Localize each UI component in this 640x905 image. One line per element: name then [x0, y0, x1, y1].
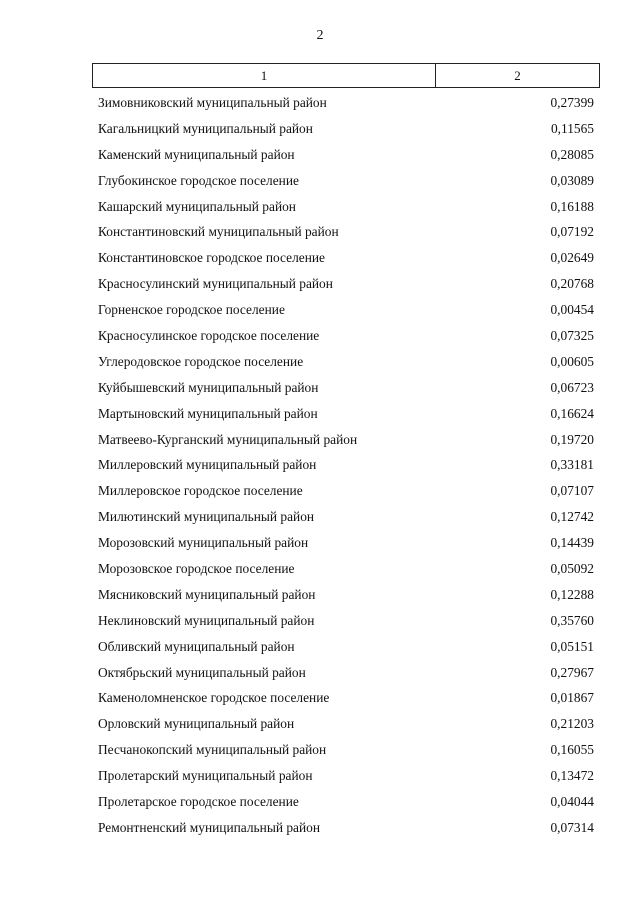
- row-name: Орловский муниципальный район: [98, 716, 295, 732]
- row-value: 0,07192: [550, 224, 594, 240]
- table-row: [92, 142, 600, 168]
- table-row: [92, 297, 600, 323]
- table-row: [92, 427, 600, 453]
- page-number: 2: [316, 28, 324, 43]
- row-value: 0,14439: [550, 535, 594, 551]
- table-row: [92, 271, 600, 297]
- table-body: [92, 90, 600, 841]
- table-row: [92, 116, 600, 142]
- row-value: 0,19720: [550, 431, 594, 447]
- row-value: 0,11565: [550, 120, 594, 136]
- row-name: Песчанокопский муниципальный район: [98, 742, 327, 758]
- table-row: [92, 349, 600, 375]
- table-row: [92, 478, 600, 504]
- row-name: Зимовниковский муниципальный район: [98, 94, 327, 110]
- table-row: [92, 556, 600, 582]
- row-name: Красносулинское городское поселение: [98, 327, 320, 343]
- table-row: [92, 582, 600, 608]
- row-value: 0,12742: [550, 509, 594, 525]
- row-value: 0,06723: [550, 379, 594, 395]
- row-name: Матвеево-Курганский муниципальный район: [98, 431, 358, 447]
- row-value: 0,00605: [550, 353, 594, 369]
- row-name: Константиновский муниципальный район: [98, 224, 339, 240]
- table-row: [92, 375, 600, 401]
- table-row: [92, 737, 600, 763]
- row-name: Мартыновский муниципальный район: [98, 405, 318, 421]
- table-row: [92, 608, 600, 634]
- table-row: [92, 711, 600, 737]
- table-row: [92, 634, 600, 660]
- table-row: [92, 660, 600, 686]
- row-value: 0,07325: [550, 327, 594, 343]
- row-value: 0,00454: [550, 302, 594, 318]
- row-value: 0,16188: [550, 198, 594, 214]
- row-name: Милютинский муниципальный район: [98, 509, 315, 525]
- table-row: [92, 452, 600, 478]
- column-header-2: 2: [514, 68, 521, 83]
- row-name: Ремонтненский муниципальный район: [98, 819, 320, 835]
- row-value: 0,28085: [550, 146, 594, 162]
- row-value: 0,01867: [550, 690, 594, 706]
- row-name: Куйбышевский муниципальный район: [98, 379, 319, 395]
- row-value: 0,04044: [550, 793, 594, 809]
- row-name: Глубокинское городское поселение: [98, 172, 299, 188]
- row-name: Каменоломненское городское поселение: [98, 690, 330, 706]
- row-value: 0,07107: [550, 483, 594, 499]
- row-name: Кашарский муниципальный район: [98, 198, 296, 214]
- row-name: Миллеровский муниципальный район: [98, 457, 317, 473]
- row-value: 0,12288: [550, 586, 594, 602]
- table-row: [92, 530, 600, 556]
- table-row: [92, 168, 600, 194]
- row-value: 0,05092: [550, 560, 594, 576]
- row-name: Морозовский муниципальный район: [98, 535, 309, 551]
- row-name: Пролетарское городское поселение: [98, 793, 299, 809]
- table-row: [92, 685, 600, 711]
- row-name: Морозовское городское поселение: [98, 560, 295, 576]
- row-name: Октябрьский муниципальный район: [98, 664, 306, 680]
- row-value: 0,05151: [550, 638, 594, 654]
- table-row: [92, 504, 600, 530]
- table-header: [92, 63, 600, 88]
- row-name: Пролетарский муниципальный район: [98, 768, 313, 784]
- table-row: [92, 245, 600, 271]
- row-value: 0,21203: [550, 716, 594, 732]
- row-value: 0,35760: [550, 612, 594, 628]
- row-value: 0,07314: [550, 819, 594, 835]
- row-name: Кагальницкий муниципальный район: [98, 120, 313, 136]
- row-name: Миллеровское городское поселение: [98, 483, 303, 499]
- table-row: [92, 815, 600, 841]
- table-row: [92, 323, 600, 349]
- row-name: Горненское городское поселение: [98, 302, 285, 318]
- row-name: Неклиновский муниципальный район: [98, 612, 315, 628]
- row-value: 0,27399: [550, 94, 594, 110]
- row-name: Углеродовское городское поселение: [98, 353, 304, 369]
- row-value: 0,33181: [550, 457, 594, 473]
- table-row: [92, 219, 600, 245]
- row-name: Красносулинский муниципальный район: [98, 276, 333, 292]
- table-row: [92, 90, 600, 116]
- table-row: [92, 401, 600, 427]
- row-name: Мясниковский муниципальный район: [98, 586, 316, 602]
- row-value: 0,03089: [550, 172, 594, 188]
- row-value: 0,02649: [550, 250, 594, 266]
- row-value: 0,16624: [550, 405, 594, 421]
- table-row: [92, 789, 600, 815]
- row-value: 0,20768: [550, 276, 594, 292]
- row-name: Каменский муниципальный район: [98, 146, 295, 162]
- row-name: Обливский муниципальный район: [98, 638, 295, 654]
- row-value: 0,27967: [550, 664, 594, 680]
- table-row: [92, 763, 600, 789]
- row-value: 0,13472: [550, 768, 594, 784]
- table-row: [92, 194, 600, 220]
- row-value: 0,16055: [550, 742, 594, 758]
- column-header-1: 1: [93, 64, 436, 87]
- row-name: Константиновское городское поселение: [98, 250, 325, 266]
